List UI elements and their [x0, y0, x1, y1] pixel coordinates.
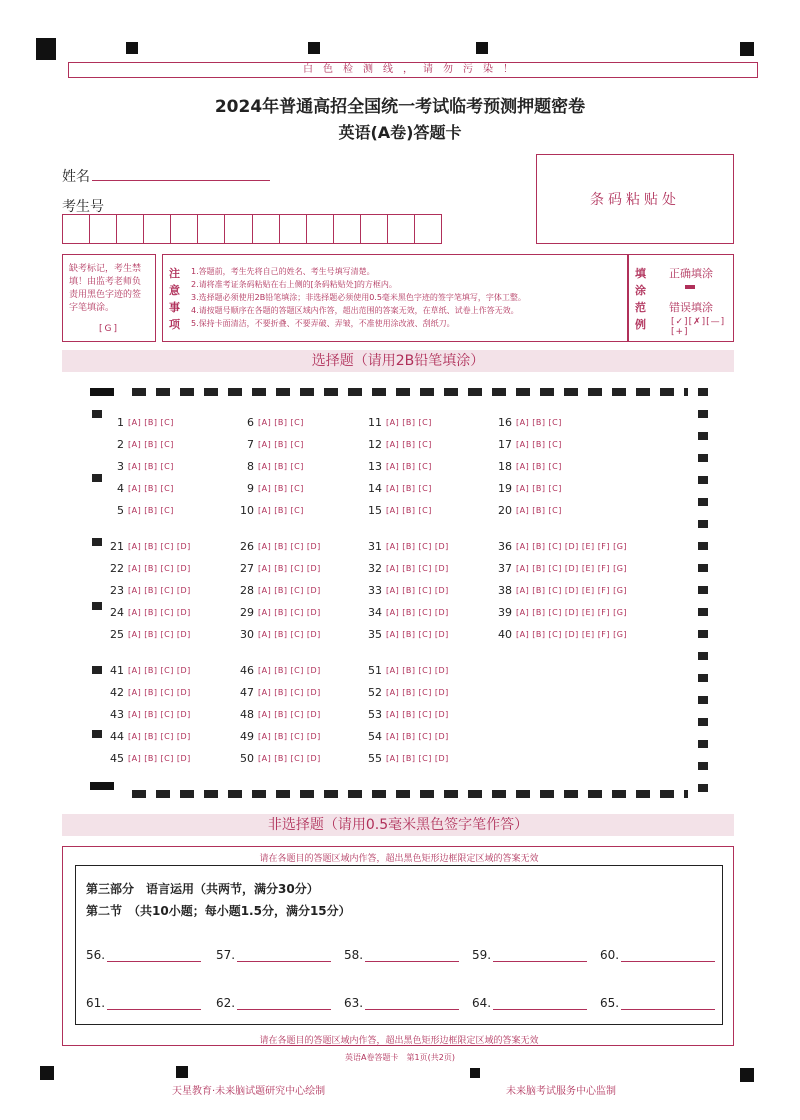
- question-number: 36: [498, 540, 512, 553]
- answer-options[interactable]: [A] [B] [C] [D]: [128, 688, 191, 697]
- blank-number: 64.: [472, 996, 492, 1010]
- answer-blank[interactable]: [600, 996, 715, 1010]
- question-number: 35: [368, 628, 382, 641]
- choice-question: [234, 482, 309, 495]
- blank-line[interactable]: [493, 998, 587, 1010]
- question-number: 17: [498, 438, 512, 451]
- notice-item: 4.请按题号顺序在各题的答题区域内作答，超出范围的答案无效，在草纸、试卷上作答无效。: [191, 306, 519, 315]
- choice-question: [362, 438, 437, 451]
- choice-question: [104, 416, 179, 429]
- choice-question: [362, 606, 454, 619]
- choice-question: [104, 628, 196, 641]
- answer-options[interactable]: [A] [B] [C] [D]: [386, 564, 449, 573]
- answer-options[interactable]: [A] [B] [C] [D]: [128, 542, 191, 551]
- choice-question: [234, 540, 326, 553]
- question-number: 26: [240, 540, 254, 553]
- answer-options[interactable]: [A] [B] [C] [D]: [128, 710, 191, 719]
- choice-question: [104, 482, 179, 495]
- wrong-fill-sample: [✓][✗][—][+]: [671, 317, 726, 337]
- choice-question: [362, 416, 437, 429]
- answer-blank[interactable]: [216, 948, 331, 962]
- notice-box: [162, 254, 628, 342]
- question-number: 5: [117, 504, 124, 517]
- answer-options[interactable]: [A] [B] [C]: [258, 506, 304, 515]
- blank-line[interactable]: [365, 998, 459, 1010]
- answer-area-note-bottom: 请在各题目的答题区域内作答，超出黑色矩形边框限定区域的答案无效: [259, 1036, 539, 1046]
- answer-options[interactable]: [A] [B] [C] [D]: [128, 586, 191, 595]
- answer-options[interactable]: [A] [B] [C] [D]: [258, 630, 321, 639]
- answer-options[interactable]: [A] [B] [C]: [258, 484, 304, 493]
- question-number: 6: [247, 416, 254, 429]
- choice-question: [362, 664, 454, 677]
- question-number: 52: [368, 686, 382, 699]
- choice-question: [234, 664, 326, 677]
- choice-question: [492, 562, 632, 575]
- question-number: 24: [110, 606, 124, 619]
- question-number: 53: [368, 708, 382, 721]
- choice-question: [104, 752, 196, 765]
- choice-question: [104, 730, 196, 743]
- answer-options[interactable]: [A] [B] [C] [D] [E] [F] [G]: [516, 542, 628, 551]
- answer-options[interactable]: [A] [B] [C] [D]: [128, 564, 191, 573]
- choice-question: [362, 730, 454, 743]
- frame-dash-left: [92, 410, 102, 782]
- answer-options[interactable]: [A] [B] [C] [D]: [258, 732, 321, 741]
- answer-options[interactable]: [A] [B] [C]: [128, 462, 174, 471]
- choice-question: [234, 708, 326, 721]
- question-number: 25: [110, 628, 124, 641]
- answer-blank[interactable]: [86, 948, 201, 962]
- answer-options[interactable]: [A] [B] [C] [D]: [386, 688, 449, 697]
- part-title: 第三部分 语言运用（共两节，满分30分）: [86, 882, 319, 896]
- blank-number: 57.: [216, 948, 236, 962]
- question-number: 49: [240, 730, 254, 743]
- absent-text: 缺考标记，考生禁填！由监考老师负责用黑色字迹的签字笔填涂。: [69, 264, 142, 313]
- question-number: 34: [368, 606, 382, 619]
- page-subtitle: 英语(A卷)答题卡: [338, 123, 462, 142]
- question-number: 55: [368, 752, 382, 765]
- answer-options[interactable]: [A] [B] [C] [D]: [386, 710, 449, 719]
- choice-question: [104, 606, 196, 619]
- choice-question: [234, 730, 326, 743]
- choice-question: [492, 606, 632, 619]
- frame-dash-top: [132, 388, 688, 396]
- choice-question: [104, 708, 196, 721]
- answer-area: [75, 865, 723, 1025]
- choice-question: [234, 460, 309, 473]
- exam-id-grid[interactable]: [62, 214, 442, 244]
- answer-blank[interactable]: [600, 948, 715, 962]
- corner-mark-top-left: [36, 38, 56, 60]
- choice-question: [362, 708, 454, 721]
- choice-question: [362, 562, 454, 575]
- question-number: 40: [498, 628, 512, 641]
- answer-options[interactable]: [A] [B] [C] [D] [E] [F] [G]: [516, 564, 628, 573]
- question-number: 30: [240, 628, 254, 641]
- notice-item: 5.保持卡面清洁，不要折叠、不要弄破、弄皱，不准使用涂改液、刮纸刀。: [191, 319, 455, 328]
- choice-question: [104, 686, 196, 699]
- absent-mark-box: [62, 254, 156, 342]
- blank-line[interactable]: [237, 998, 331, 1010]
- frame-dash-bottom: [132, 790, 688, 798]
- answer-options[interactable]: [A] [B] [C]: [386, 462, 432, 471]
- blank-number: 61.: [86, 996, 106, 1010]
- question-number: 48: [240, 708, 254, 721]
- blank-number: 59.: [472, 948, 492, 962]
- choice-question: [104, 438, 179, 451]
- timing-mark: [176, 1066, 188, 1078]
- timing-mark: [470, 1068, 480, 1078]
- answer-options[interactable]: [A] [B] [C]: [516, 506, 562, 515]
- answer-options[interactable]: [A] [B] [C]: [128, 484, 174, 493]
- answer-options[interactable]: [A] [B] [C] [D]: [128, 608, 191, 617]
- choice-question: [104, 460, 179, 473]
- question-number: 23: [110, 584, 124, 597]
- timing-mark: [126, 42, 138, 54]
- question-number: 33: [368, 584, 382, 597]
- question-number: 13: [368, 460, 382, 473]
- question-number: 21: [110, 540, 124, 553]
- choice-question: [234, 416, 309, 429]
- question-number: 38: [498, 584, 512, 597]
- section-title: 第二节 （共10小题；每小题1.5分，满分15分）: [86, 904, 351, 918]
- right-credit: 未来脑考试服务中心监制: [506, 1086, 616, 1097]
- choice-question: [362, 752, 454, 765]
- question-number: 14: [368, 482, 382, 495]
- question-number: 44: [110, 730, 124, 743]
- question-number: 32: [368, 562, 382, 575]
- question-number: 3: [117, 460, 124, 473]
- answer-area-outer: [62, 846, 734, 1046]
- corner-mark-top-right: [740, 42, 754, 56]
- answer-options[interactable]: [A] [B] [C] [D]: [386, 608, 449, 617]
- choice-question: [492, 628, 632, 641]
- answer-blank[interactable]: [344, 948, 459, 962]
- choice-question: [104, 664, 196, 677]
- blank-line[interactable]: [107, 998, 201, 1010]
- choice-question: [234, 562, 326, 575]
- notice-item: 3.选择题必须使用2B铅笔填涂；非选择题必须使用0.5毫米黑色字迹的签字笔填写，字体工整。: [191, 293, 526, 302]
- question-number: 29: [240, 606, 254, 619]
- notice-title: 注意事项: [169, 267, 180, 331]
- blank-number: 65.: [600, 996, 620, 1010]
- question-number: 46: [240, 664, 254, 677]
- choice-question: [104, 540, 196, 553]
- fill-example-box: [628, 254, 734, 342]
- page-info: 英语A卷答题卡 第1页(共2页): [345, 1053, 455, 1062]
- choice-question: [104, 504, 179, 517]
- left-credit: 天星教育·未来脑试题研究中心绘制: [172, 1086, 326, 1097]
- answer-options[interactable]: [A] [B] [C] [D]: [386, 666, 449, 675]
- absent-mark-option[interactable]: [G]: [99, 324, 119, 334]
- answer-options[interactable]: [A] [B] [C]: [386, 484, 432, 493]
- question-number: 16: [498, 416, 512, 429]
- question-number: 2: [117, 438, 124, 451]
- correct-fill-sample: [685, 285, 695, 289]
- choice-question: [234, 438, 309, 451]
- answer-options[interactable]: [A] [B] [C]: [128, 440, 174, 449]
- answer-options[interactable]: [A] [B] [C] [D]: [128, 732, 191, 741]
- answer-options[interactable]: [A] [B] [C] [D]: [386, 586, 449, 595]
- frame-dash-right: [698, 388, 708, 798]
- choice-section-banner: 选择题（请用2B铅笔填涂）: [62, 350, 734, 372]
- question-number: 15: [368, 504, 382, 517]
- choice-question: [362, 686, 454, 699]
- blank-number: 62.: [216, 996, 236, 1010]
- answer-options[interactable]: [A] [B] [C]: [386, 440, 432, 449]
- question-number: 11: [368, 416, 382, 429]
- question-number: 50: [240, 752, 254, 765]
- answer-options[interactable]: [A] [B] [C]: [258, 440, 304, 449]
- question-number: 9: [247, 482, 254, 495]
- choice-question: [104, 584, 196, 597]
- question-number: 47: [240, 686, 254, 699]
- choice-question: [362, 482, 437, 495]
- choice-question: [362, 504, 437, 517]
- blank-number: 63.: [344, 996, 364, 1010]
- answer-options[interactable]: [A] [B] [C] [D]: [258, 710, 321, 719]
- blank-line[interactable]: [621, 950, 715, 962]
- choice-question: [492, 416, 567, 429]
- blank-line[interactable]: [493, 950, 587, 962]
- choice-question: [234, 606, 326, 619]
- choice-question: [492, 584, 632, 597]
- choice-question: [362, 540, 454, 553]
- page-title: 2024年普通高招全国统一考试临考预测押题密卷: [214, 97, 586, 117]
- question-number: 54: [368, 730, 382, 743]
- answer-options[interactable]: [A] [B] [C] [D] [E] [F] [G]: [516, 608, 628, 617]
- answer-options[interactable]: [A] [B] [C] [D]: [258, 542, 321, 551]
- blank-line[interactable]: [107, 950, 201, 962]
- blank-line[interactable]: [621, 998, 715, 1010]
- answer-area-note-top: 请在各题目的答题区域内作答，超出黑色矩形边框限定区域的答案无效: [259, 854, 539, 864]
- question-number: 12: [368, 438, 382, 451]
- question-number: 45: [110, 752, 124, 765]
- question-number: 42: [110, 686, 124, 699]
- corner-mark-bottom-right: [740, 1068, 754, 1082]
- question-number: 43: [110, 708, 124, 721]
- answer-blank[interactable]: [86, 996, 201, 1010]
- question-number: 27: [240, 562, 254, 575]
- notice-item: 1.答题前，考生先将自己的姓名、考生号填写清楚。: [191, 267, 375, 276]
- answer-options[interactable]: [A] [B] [C]: [258, 462, 304, 471]
- answer-blank[interactable]: [472, 996, 587, 1010]
- answer-options[interactable]: [A] [B] [C]: [516, 440, 562, 449]
- timing-mark: [308, 42, 320, 54]
- choice-question: [362, 628, 454, 641]
- answer-options[interactable]: [A] [B] [C] [D] [E] [F] [G]: [516, 586, 628, 595]
- choice-question: [492, 438, 567, 451]
- answer-options[interactable]: [A] [B] [C] [D]: [258, 608, 321, 617]
- question-number: 1: [117, 416, 124, 429]
- question-number: 18: [498, 460, 512, 473]
- answer-options[interactable]: [A] [B] [C] [D]: [258, 586, 321, 595]
- blank-number: 58.: [344, 948, 364, 962]
- choice-question: [492, 504, 567, 517]
- answer-options[interactable]: [A] [B] [C] [D]: [386, 630, 449, 639]
- choice-question: [362, 584, 454, 597]
- choice-question: [234, 504, 309, 517]
- question-number: 41: [110, 664, 124, 677]
- answer-blank[interactable]: [344, 996, 459, 1010]
- question-number: 31: [368, 540, 382, 553]
- choice-question: [234, 628, 326, 641]
- answer-options[interactable]: [A] [B] [C]: [386, 506, 432, 515]
- frame-mark: [90, 782, 114, 790]
- question-number: 22: [110, 562, 124, 575]
- answer-options[interactable]: [A] [B] [C] [D]: [386, 542, 449, 551]
- answer-options[interactable]: [A] [B] [C] [D] [E] [F] [G]: [516, 630, 628, 639]
- answer-options[interactable]: [A] [B] [C] [D]: [128, 754, 191, 763]
- frame-mark: [90, 388, 114, 396]
- answer-options[interactable]: [A] [B] [C]: [258, 418, 304, 427]
- answer-options[interactable]: [A] [B] [C]: [516, 418, 562, 427]
- notice-list: [191, 265, 625, 330]
- exam-id-label: 考生号: [62, 199, 104, 215]
- barcode-area: 条码粘贴处: [536, 154, 734, 244]
- question-number: 8: [247, 460, 254, 473]
- question-number: 10: [240, 504, 254, 517]
- choice-question: [104, 562, 196, 575]
- choice-question: [234, 686, 326, 699]
- question-number: 28: [240, 584, 254, 597]
- timing-mark: [476, 42, 488, 54]
- name-field[interactable]: [92, 180, 270, 181]
- detection-strip: 白色检测线，请勿污染！: [68, 62, 758, 78]
- notice-item: 2.请将准考证条码粘贴在右上侧的[条码粘贴处]的方框内。: [191, 280, 397, 289]
- answer-options[interactable]: [A] [B] [C] [D]: [258, 564, 321, 573]
- question-number: 4: [117, 482, 124, 495]
- question-number: 19: [498, 482, 512, 495]
- answer-blank[interactable]: [216, 996, 331, 1010]
- question-number: 51: [368, 664, 382, 677]
- choice-question: [492, 460, 567, 473]
- answer-options[interactable]: [A] [B] [C] [D]: [386, 754, 449, 763]
- answer-options[interactable]: [A] [B] [C] [D]: [128, 666, 191, 675]
- answer-options[interactable]: [A] [B] [C] [D]: [258, 666, 321, 675]
- answer-blank[interactable]: [472, 948, 587, 962]
- answer-options[interactable]: [A] [B] [C]: [386, 418, 432, 427]
- blank-line[interactable]: [237, 950, 331, 962]
- question-number: 37: [498, 562, 512, 575]
- answer-options[interactable]: [A] [B] [C] [D]: [258, 754, 321, 763]
- wrong-fill-label: 错误填涂: [669, 301, 713, 314]
- choice-question: [234, 752, 326, 765]
- choice-question: [492, 482, 567, 495]
- nonchoice-section-banner: 非选择题（请用0.5毫米黑色签字笔作答）: [62, 814, 734, 836]
- answer-options[interactable]: [A] [B] [C] [D]: [258, 688, 321, 697]
- question-number: 7: [247, 438, 254, 451]
- choice-question: [492, 540, 632, 553]
- answer-options[interactable]: [A] [B] [C] [D]: [386, 732, 449, 741]
- correct-fill-label: 正确填涂: [669, 267, 713, 280]
- answer-options[interactable]: [A] [B] [C]: [128, 506, 174, 515]
- name-label: 姓名: [62, 169, 90, 185]
- fill-example-title: 填涂范例: [635, 267, 646, 331]
- question-number: 20: [498, 504, 512, 517]
- choice-question: [234, 584, 326, 597]
- answer-options[interactable]: [A] [B] [C]: [516, 484, 562, 493]
- answer-options[interactable]: [A] [B] [C] [D]: [128, 630, 191, 639]
- choice-question: [362, 460, 437, 473]
- blank-number: 60.: [600, 948, 620, 962]
- blank-line[interactable]: [365, 950, 459, 962]
- corner-mark-bottom-left: [40, 1066, 54, 1080]
- blank-number: 56.: [86, 948, 106, 962]
- answer-options[interactable]: [A] [B] [C]: [516, 462, 562, 471]
- answer-options[interactable]: [A] [B] [C]: [128, 418, 174, 427]
- question-number: 39: [498, 606, 512, 619]
